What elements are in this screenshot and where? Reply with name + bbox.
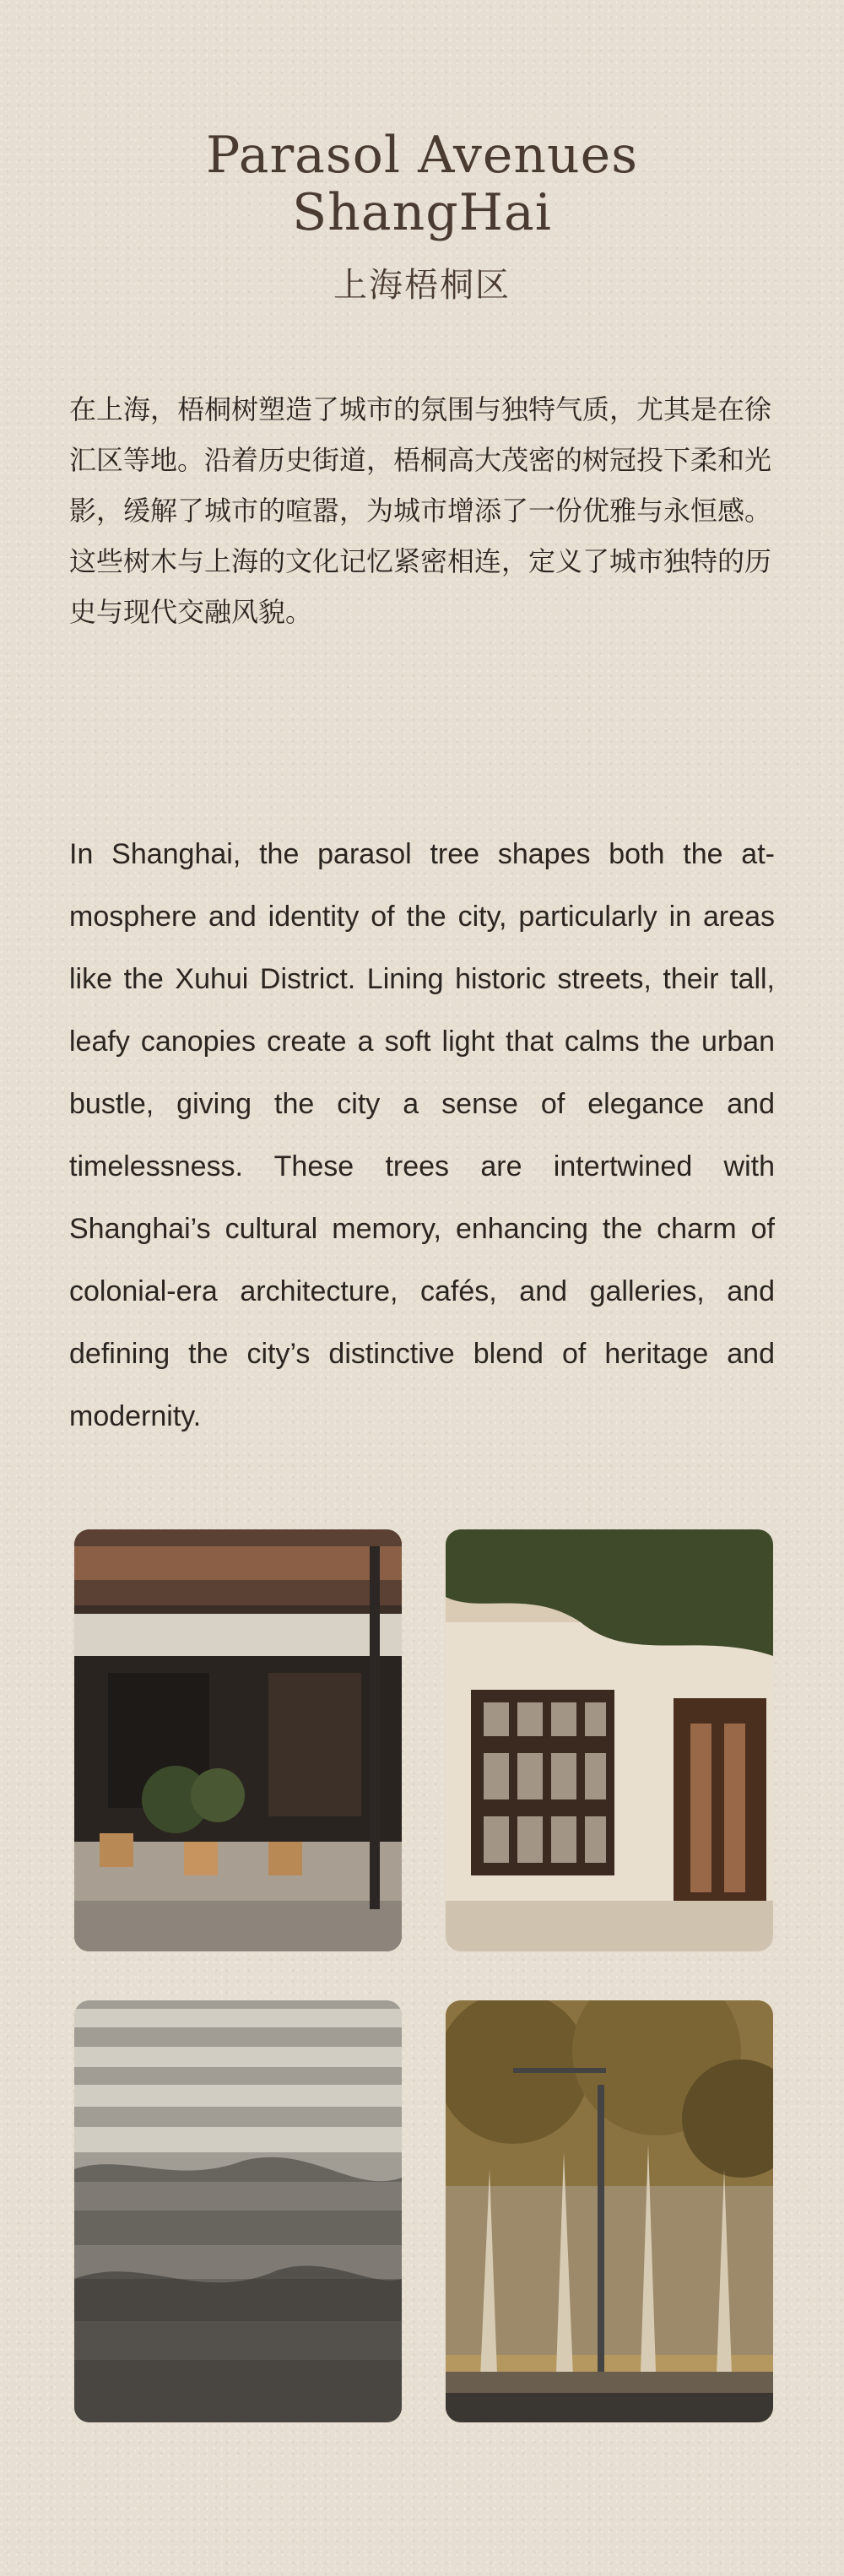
plane-tree-avenue-photo: [446, 2000, 773, 2422]
title-line-2: ShangHai: [292, 183, 552, 242]
page-title: [0, 127, 844, 241]
crosswalk-shadow-photo: [74, 2000, 402, 2422]
title-line-1: Parasol Avenues: [206, 126, 638, 185]
cafe-terrace-photo: [74, 1529, 402, 1951]
english-paragraph: In Shanghai, the parasol tree shapes both the atmosphere and identity of the city, particularly in areas like the Xuhui District. Lining historic streets, their tall, leafy canopies create a soft light that calms the urban bustle, giving the city a sense of elegance and timelessness. These trees are intertwined with Shanghai’s cultural memory, enhancing the charm of colonial-era architecture, cafés, and galleries, and defining the city’s distinctive blend of heritage and modernity.: [69, 838, 775, 1432]
chinese-paragraph: 在上海，梧桐树塑造了城市的氛围与独特气质，尤其是在徐汇区等地。沿着历史街道，梧桐高大茂密的树冠投下柔和光影，缓解了城市的喧嚣，为城市增添了一份优雅与永恒感。这些树木与上海的文化记忆紧密相连，定义了城市独特的历史与现代交融风貌。: [69, 394, 772, 627]
chinese-subtitle: 上海梧桐区: [333, 266, 511, 305]
building-facade-photo: [446, 1529, 773, 1951]
